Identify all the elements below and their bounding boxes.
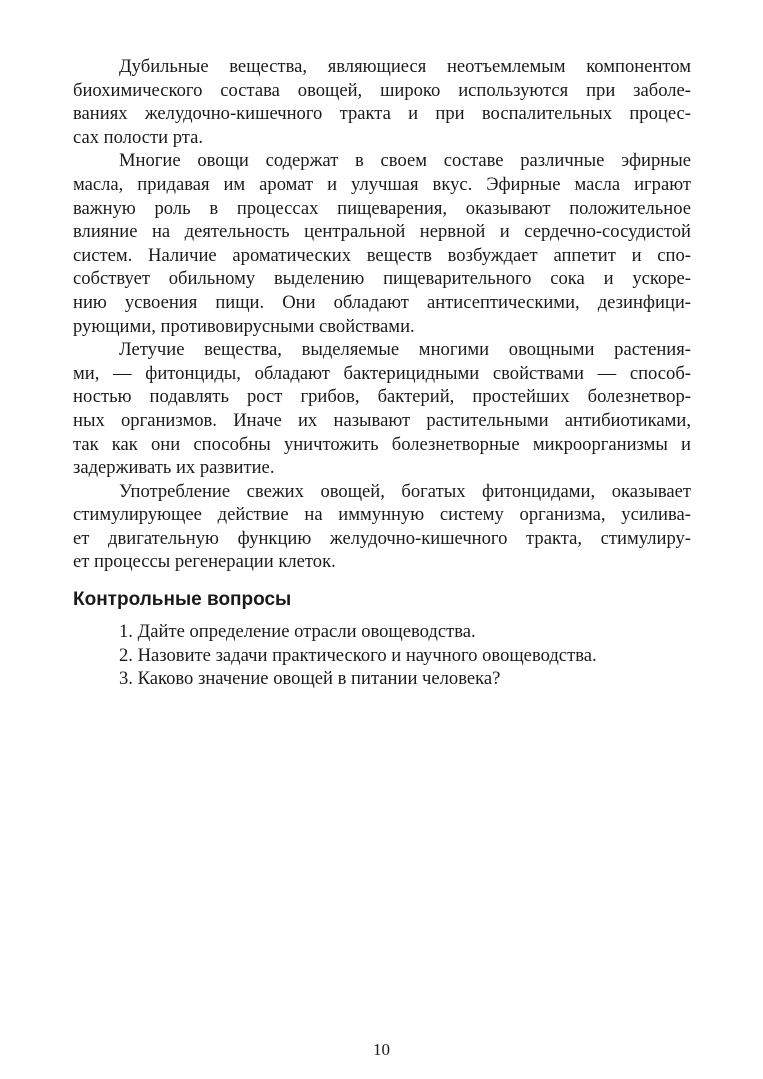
question-item: 3. Каково значение овощей в питании человека?: [119, 668, 501, 690]
text-line: Дубильные вещества, являющиеся неотъемлемым компонентом: [119, 56, 691, 77]
text-line: биохимического состава овощей, широко используются при заболе-: [73, 79, 691, 101]
text-line: собствует обильному выделению пищеварительного сока и ускоре-: [73, 268, 691, 290]
text-line: важную роль в процессах пищеварения, оказывают положительное: [73, 197, 691, 219]
text-line: ностью подавлять рост грибов, бактерий, простейших болезнетвор-: [73, 386, 691, 408]
text-line: сах полости рта.: [73, 126, 204, 148]
text-line: Употребление свежих овощей, богатых фитонцидами, оказывает: [119, 480, 691, 502]
text-line: нию усвоения пищи. Они обладают антисептическими, дезинфици-: [73, 291, 691, 313]
text-line: рующими, противовирусными свойствами.: [73, 315, 415, 337]
section-heading: Контрольные вопросы: [73, 589, 292, 610]
text-line: ет двигательную функцию желудочно-кишечного тракта, стимулиру-: [73, 527, 691, 549]
question-item: 1. Дайте определение отрасли овощеводства.: [119, 621, 476, 642]
question-item: 2. Назовите задачи практического и научного овощеводства.: [119, 644, 597, 666]
paragraph-essential-oils: [73, 149, 691, 338]
text-line: стимулирующее действие на иммунную систему организма, усилива-: [73, 504, 691, 526]
text-line: ми, — фитонциды, обладают бактерицидными свойствами — способ-: [73, 362, 691, 384]
text-line: систем. Наличие ароматических веществ возбуждает аппетит и спо-: [73, 244, 691, 266]
questions-list: [119, 620, 597, 691]
paragraph-tannins: [73, 55, 691, 149]
text-line: Многие овощи содержат в своем составе различные эфирные: [119, 150, 691, 172]
text-line: задерживать их развитие.: [73, 457, 275, 479]
text-line: влияние на деятельность центральной нервной и сердечно-сосудистой: [73, 221, 691, 243]
paragraph-phytoncides: [73, 338, 691, 480]
body-text: [73, 55, 691, 574]
text-line: так как они способны уничтожить болезнетворные микроорганизмы и: [73, 433, 691, 455]
text-line: ваниях желудочно-кишечного тракта и при воспалительных процес-: [73, 103, 691, 125]
paragraph-fresh-vegetables: [73, 480, 691, 574]
text-line: масла, придавая им аромат и улучшая вкус. Эфирные масла играют: [73, 173, 691, 195]
text-line: Летучие вещества, выделяемые многими овощными растения-: [119, 339, 691, 361]
page-number: 10: [373, 1040, 390, 1059]
text-line: ных организмов. Иначе их называют растительными антибиотиками,: [73, 409, 691, 431]
text-line: ет процессы регенерации клеток.: [73, 551, 336, 573]
